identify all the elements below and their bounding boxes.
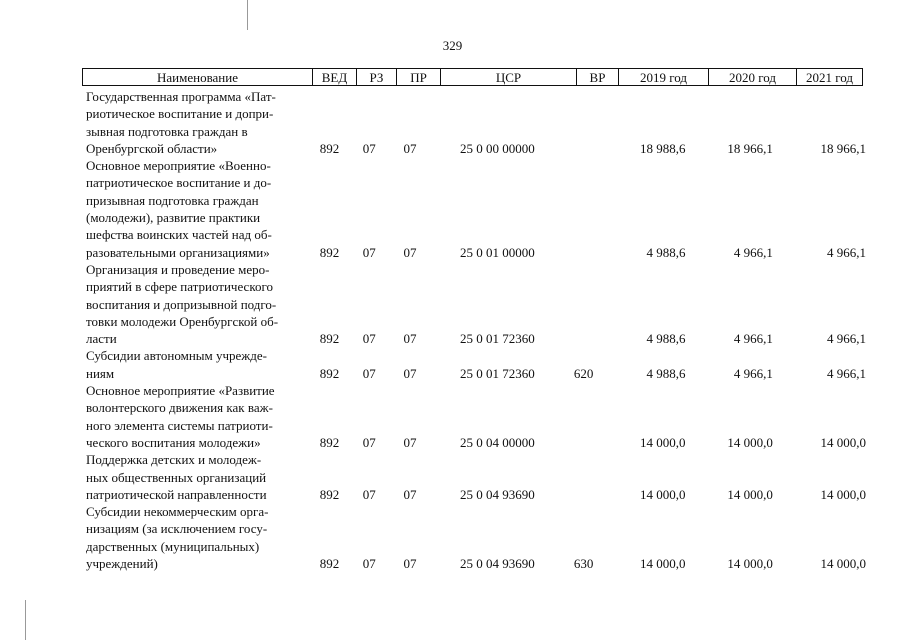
row-ved: 892 xyxy=(319,556,340,572)
row-2019: 4 988,6 xyxy=(646,244,686,260)
row-rz: 07 xyxy=(362,244,376,260)
row-2021: 4 966,1 xyxy=(827,331,867,347)
row-ved: 892 xyxy=(319,331,340,347)
row-rz: 07 xyxy=(362,365,376,381)
row-csr: 25 0 01 00000 xyxy=(459,244,535,260)
row-2019: 14 000,0 xyxy=(640,434,686,450)
table-row xyxy=(86,347,866,382)
row-pr: 07 xyxy=(403,244,417,260)
row-name: Субсидии некоммерческим орга- низациям (за исключением госу- дарственных (муниципальных) учреждений) xyxy=(86,504,269,572)
row-2019: 14 000,0 xyxy=(640,556,686,572)
page-number: 329 xyxy=(442,38,463,53)
row-rz: 07 xyxy=(362,486,376,502)
row-2021: 14 000,0 xyxy=(820,434,867,450)
row-2019: 4 988,6 xyxy=(646,331,686,347)
row-2020: 14 000,0 xyxy=(727,434,773,450)
row-2020: 14 000,0 xyxy=(727,556,773,572)
row-2020: 4 966,1 xyxy=(733,365,773,381)
row-name: Основное мероприятие «Развитие волонтерского движения как важ- ного элемента системы патриоти- ческого воспитания молодежи» xyxy=(86,383,275,450)
row-csr: 25 0 04 00000 xyxy=(459,434,535,450)
row-ved: 892 xyxy=(319,365,340,381)
row-csr: 25 0 04 93690 xyxy=(459,556,535,572)
row-2021: 4 966,1 xyxy=(827,244,867,260)
table-row xyxy=(86,261,866,347)
row-pr: 07 xyxy=(403,140,417,156)
table-header xyxy=(82,68,863,86)
row-csr: 25 0 00 00000 xyxy=(459,140,535,156)
row-rz: 07 xyxy=(362,331,376,347)
row-vr: 620 xyxy=(573,365,594,381)
row-2021: 14 000,0 xyxy=(820,486,867,502)
row-ved: 892 xyxy=(319,486,340,502)
header-vr: ВР xyxy=(577,69,619,85)
row-name: Государственная программа «Пат- риотическое воспитание и допри- зывная подготовка граждан в Оренбургской области» xyxy=(86,89,276,156)
header-csr: ЦСР xyxy=(441,69,577,85)
row-ved: 892 xyxy=(319,434,340,450)
table-row xyxy=(86,88,866,157)
row-name: Организация и проведение меро- приятий в сфере патриотического воспитания и допризывной подго- товки молодежи Оренбургской об- ласти xyxy=(86,261,279,347)
header-name: Наименование xyxy=(83,69,313,85)
table-row xyxy=(86,382,866,451)
row-2021: 14 000,0 xyxy=(820,556,867,572)
row-2021: 18 966,1 xyxy=(820,140,867,156)
row-2020: 14 000,0 xyxy=(727,486,773,502)
row-2020: 18 966,1 xyxy=(727,140,773,156)
row-rz: 07 xyxy=(362,556,376,572)
row-name: Поддержка детских и молодеж- ных общественных организаций патриотической направленности xyxy=(86,452,267,502)
row-csr: 25 0 04 93690 xyxy=(459,486,535,502)
row-2019: 4 988,6 xyxy=(646,365,686,381)
row-name: Субсидии автономным учрежде- ниям xyxy=(86,348,267,381)
row-ved: 892 xyxy=(319,140,340,156)
table-row xyxy=(86,157,866,261)
row-ved: 892 xyxy=(319,244,340,260)
row-rz: 07 xyxy=(362,434,376,450)
header-2019: 2019 год xyxy=(619,69,709,85)
row-2020: 4 966,1 xyxy=(733,331,773,347)
row-pr: 07 xyxy=(403,434,417,450)
header-2020: 2020 год xyxy=(709,69,797,85)
row-name: Основное мероприятие «Военно- патриотическое воспитание и до- призывная подготовка граждан (молодежи), развитие практики шефства воинских частей над об- разовательными организациями» xyxy=(86,158,272,260)
row-rz: 07 xyxy=(362,140,376,156)
header-pr: ПР xyxy=(397,69,441,85)
row-2021: 4 966,1 xyxy=(827,365,867,381)
row-csr: 25 0 01 72360 xyxy=(459,365,535,381)
table-body xyxy=(86,88,866,572)
row-pr: 07 xyxy=(403,486,417,502)
row-2020: 4 966,1 xyxy=(733,244,773,260)
row-2019: 18 988,6 xyxy=(640,140,686,156)
header-rz: РЗ xyxy=(357,69,397,85)
scan-artifact-left xyxy=(25,600,26,640)
row-pr: 07 xyxy=(403,556,417,572)
row-csr: 25 0 01 72360 xyxy=(459,331,535,347)
row-pr: 07 xyxy=(403,365,417,381)
row-2019: 14 000,0 xyxy=(640,486,686,502)
table-row xyxy=(86,503,866,572)
row-pr: 07 xyxy=(403,331,417,347)
row-vr: 630 xyxy=(573,556,594,572)
header-ved: ВЕД xyxy=(313,69,357,85)
header-2021: 2021 год xyxy=(806,70,853,85)
table-row xyxy=(86,451,866,503)
scan-artifact-top xyxy=(247,0,248,30)
